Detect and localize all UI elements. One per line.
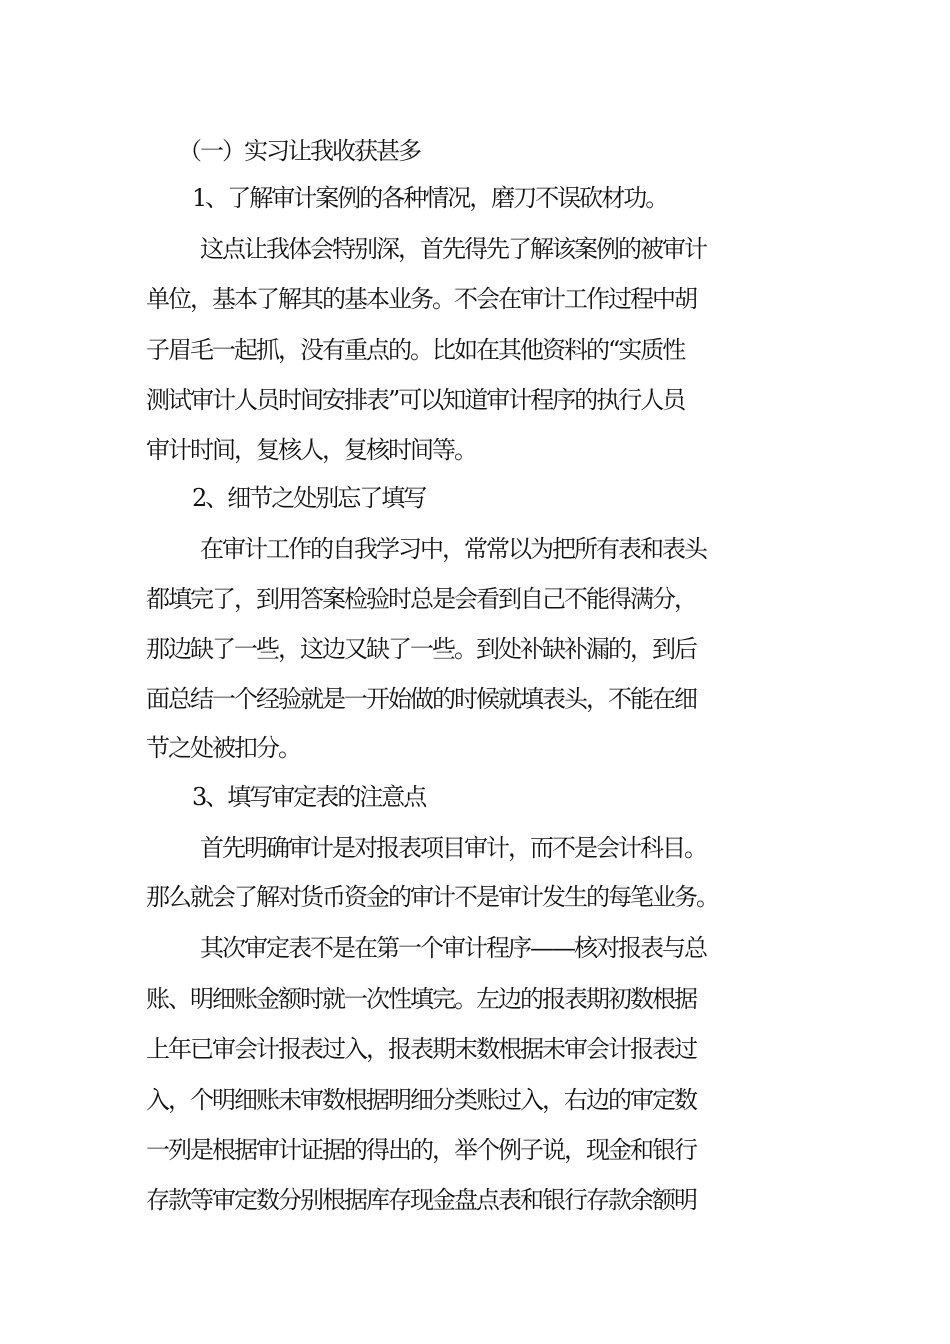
- paragraph-4-line-5: 一列是根据审计证据的得出的，举个例子说，现金和银行: [146, 1136, 696, 1164]
- paragraph-2-line-2: 都填完了，到用答案检验时总是会看到自己不能得满分，: [146, 585, 696, 613]
- paragraph-3-line-1: 首先明确审计是对报表项目审计，而不是会计科目。: [200, 834, 706, 862]
- paragraph-1-line-3: 子眉毛一起抓，没有重点的。比如在其他资料的“实质性: [146, 336, 685, 364]
- paragraph-2-line-1: 在审计工作的自我学习中，常常以为把所有表和表头: [200, 535, 706, 563]
- paragraph-1-line-1: 这点让我体会特别深，首先得先了解该案例的被审计: [200, 235, 706, 263]
- subheading-1: 1、了解审计案例的各种情况，磨刀不误砍材功。: [192, 184, 668, 212]
- paragraph-4-line-1: 其次审定表不是在第一个审计程序——核对报表与总: [200, 934, 706, 962]
- paragraph-1-line-5: 审计时间，复核人，复核时间等。: [146, 436, 476, 464]
- paragraph-2-line-3: 那边缺了一些，这边又缺了一些。到处补缺补漏的，到后: [146, 635, 696, 663]
- paragraph-1-line-4: 测试审计人员时间安排表”可以知道审计程序的执行人员: [146, 386, 685, 414]
- subheading-3: 3、填写审定表的注意点: [192, 783, 426, 811]
- paragraph-4-line-4: 入，个明细账未审数根据明细分类账过入，右边的审定数: [146, 1086, 696, 1114]
- paragraph-2-line-4: 面总结一个经验就是一开始做的时候就填表头，不能在细: [146, 685, 696, 713]
- subheading-2: 2、细节之处别忘了填写: [192, 484, 426, 512]
- section-heading: （一）实习让我收获甚多: [178, 137, 420, 165]
- paragraph-2-line-5: 节之处被扣分。: [146, 734, 300, 762]
- paragraph-4-line-3: 上年已审会计报表过入，报表期末数根据未审会计报表过: [146, 1035, 696, 1063]
- paragraph-4-line-6: 存款等审定数分别根据库存现金盘点表和银行存款余额明: [146, 1186, 696, 1214]
- paragraph-3-line-2: 那么就会了解对货币资金的审计不是审计发生的每笔业务。: [146, 883, 718, 911]
- paragraph-4-line-2: 账、明细账金额时就一次性填完。左边的报表期初数根据: [146, 985, 696, 1013]
- paragraph-1-line-2: 单位，基本了解其的基本业务。不会在审计工作过程中胡: [146, 285, 696, 313]
